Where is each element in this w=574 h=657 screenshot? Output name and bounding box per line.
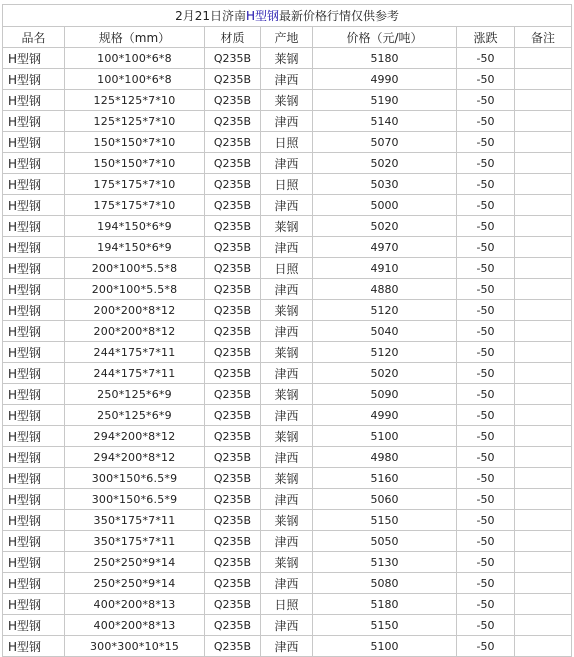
table-row <box>3 363 572 384</box>
cell-name: H型钢 <box>3 300 65 321</box>
cell-material: Q235B <box>205 384 261 405</box>
cell-spec: 250*125*6*9 <box>65 405 205 426</box>
cell-spec: 250*250*9*14 <box>65 552 205 573</box>
cell-price: 4980 <box>313 447 457 468</box>
cell-material: Q235B <box>205 573 261 594</box>
cell-price: 5020 <box>313 216 457 237</box>
cell-price: 5180 <box>313 594 457 615</box>
cell-price: 4990 <box>313 69 457 90</box>
cell-origin: 津西 <box>261 531 313 552</box>
cell-origin: 津西 <box>261 237 313 258</box>
table-row <box>3 279 572 300</box>
cell-change: -50 <box>457 552 515 573</box>
cell-price: 4880 <box>313 279 457 300</box>
header-change: 涨跌 <box>457 27 515 48</box>
cell-name: H型钢 <box>3 132 65 153</box>
cell-name: H型钢 <box>3 552 65 573</box>
cell-material: Q235B <box>205 426 261 447</box>
table-row <box>3 69 572 90</box>
cell-spec: 250*125*6*9 <box>65 384 205 405</box>
cell-price: 5120 <box>313 300 457 321</box>
cell-change: -50 <box>457 111 515 132</box>
cell-origin: 津西 <box>261 405 313 426</box>
cell-spec: 100*100*6*8 <box>65 69 205 90</box>
table-row <box>3 216 572 237</box>
cell-change: -50 <box>457 405 515 426</box>
cell-name: H型钢 <box>3 363 65 384</box>
cell-remark <box>515 342 572 363</box>
table-row <box>3 384 572 405</box>
cell-remark <box>515 216 572 237</box>
cell-remark <box>515 279 572 300</box>
cell-price: 4990 <box>313 405 457 426</box>
cell-origin: 莱钢 <box>261 48 313 69</box>
cell-name: H型钢 <box>3 174 65 195</box>
cell-material: Q235B <box>205 552 261 573</box>
cell-spec: 200*100*5.5*8 <box>65 258 205 279</box>
cell-origin: 津西 <box>261 69 313 90</box>
table-row <box>3 174 572 195</box>
cell-remark <box>515 636 572 657</box>
cell-remark <box>515 384 572 405</box>
cell-remark <box>515 552 572 573</box>
header-origin: 产地 <box>261 27 313 48</box>
cell-origin: 津西 <box>261 636 313 657</box>
cell-origin: 津西 <box>261 573 313 594</box>
cell-material: Q235B <box>205 216 261 237</box>
cell-remark <box>515 48 572 69</box>
header-spec: 规格（mm） <box>65 27 205 48</box>
cell-remark <box>515 489 572 510</box>
cell-change: -50 <box>457 132 515 153</box>
cell-price: 5150 <box>313 615 457 636</box>
header-row <box>3 27 572 48</box>
cell-name: H型钢 <box>3 489 65 510</box>
cell-price: 4970 <box>313 237 457 258</box>
cell-spec: 200*200*8*12 <box>65 300 205 321</box>
table-row <box>3 489 572 510</box>
cell-change: -50 <box>457 174 515 195</box>
cell-origin: 莱钢 <box>261 384 313 405</box>
cell-remark <box>515 195 572 216</box>
header-price: 价格（元/吨） <box>313 27 457 48</box>
cell-name: H型钢 <box>3 321 65 342</box>
cell-material: Q235B <box>205 237 261 258</box>
cell-name: H型钢 <box>3 615 65 636</box>
cell-material: Q235B <box>205 636 261 657</box>
cell-price: 5020 <box>313 363 457 384</box>
cell-origin: 津西 <box>261 321 313 342</box>
cell-change: -50 <box>457 468 515 489</box>
title-link[interactable]: H型钢 <box>245 9 279 23</box>
cell-spec: 294*200*8*12 <box>65 426 205 447</box>
cell-material: Q235B <box>205 531 261 552</box>
cell-change: -50 <box>457 363 515 384</box>
cell-spec: 194*150*6*9 <box>65 216 205 237</box>
cell-change: -50 <box>457 237 515 258</box>
title-prefix: 2月21日济南 <box>175 9 246 23</box>
header-material: 材质 <box>205 27 261 48</box>
cell-material: Q235B <box>205 405 261 426</box>
cell-change: -50 <box>457 342 515 363</box>
cell-price: 5090 <box>313 384 457 405</box>
cell-origin: 日照 <box>261 132 313 153</box>
cell-origin: 日照 <box>261 258 313 279</box>
cell-material: Q235B <box>205 111 261 132</box>
table-row <box>3 426 572 447</box>
cell-name: H型钢 <box>3 111 65 132</box>
table-row <box>3 405 572 426</box>
cell-change: -50 <box>457 321 515 342</box>
table-row <box>3 510 572 531</box>
cell-remark <box>515 510 572 531</box>
header-remark: 备注 <box>515 27 572 48</box>
cell-change: -50 <box>457 426 515 447</box>
cell-name: H型钢 <box>3 384 65 405</box>
cell-material: Q235B <box>205 321 261 342</box>
cell-spec: 200*100*5.5*8 <box>65 279 205 300</box>
cell-material: Q235B <box>205 69 261 90</box>
table-row <box>3 195 572 216</box>
table-row <box>3 342 572 363</box>
cell-material: Q235B <box>205 342 261 363</box>
cell-spec: 294*200*8*12 <box>65 447 205 468</box>
cell-change: -50 <box>457 384 515 405</box>
title-suffix: 最新价格行情仅供参考 <box>279 9 400 23</box>
table-row <box>3 300 572 321</box>
cell-name: H型钢 <box>3 405 65 426</box>
cell-remark <box>515 90 572 111</box>
cell-origin: 津西 <box>261 489 313 510</box>
cell-remark <box>515 573 572 594</box>
cell-price: 5130 <box>313 552 457 573</box>
cell-name: H型钢 <box>3 594 65 615</box>
cell-spec: 244*175*7*11 <box>65 363 205 384</box>
table-row <box>3 48 572 69</box>
cell-change: -50 <box>457 615 515 636</box>
cell-origin: 莱钢 <box>261 468 313 489</box>
cell-origin: 莱钢 <box>261 90 313 111</box>
cell-name: H型钢 <box>3 468 65 489</box>
cell-spec: 150*150*7*10 <box>65 153 205 174</box>
cell-remark <box>515 468 572 489</box>
table-row <box>3 321 572 342</box>
cell-material: Q235B <box>205 300 261 321</box>
cell-remark <box>515 426 572 447</box>
cell-name: H型钢 <box>3 426 65 447</box>
table-row <box>3 573 572 594</box>
cell-origin: 津西 <box>261 111 313 132</box>
cell-origin: 日照 <box>261 594 313 615</box>
cell-price: 5030 <box>313 174 457 195</box>
cell-spec: 100*100*6*8 <box>65 48 205 69</box>
cell-change: -50 <box>457 279 515 300</box>
cell-remark <box>515 132 572 153</box>
cell-material: Q235B <box>205 615 261 636</box>
cell-spec: 250*250*9*14 <box>65 573 205 594</box>
table-row <box>3 468 572 489</box>
cell-origin: 津西 <box>261 195 313 216</box>
cell-material: Q235B <box>205 258 261 279</box>
cell-material: Q235B <box>205 48 261 69</box>
cell-change: -50 <box>457 258 515 279</box>
cell-remark <box>515 153 572 174</box>
cell-spec: 175*175*7*10 <box>65 195 205 216</box>
cell-remark <box>515 531 572 552</box>
cell-spec: 400*200*8*13 <box>65 594 205 615</box>
cell-spec: 125*125*7*10 <box>65 111 205 132</box>
cell-material: Q235B <box>205 132 261 153</box>
cell-change: -50 <box>457 90 515 111</box>
cell-origin: 日照 <box>261 174 313 195</box>
cell-change: -50 <box>457 69 515 90</box>
table-row <box>3 258 572 279</box>
cell-change: -50 <box>457 531 515 552</box>
cell-spec: 350*175*7*11 <box>65 510 205 531</box>
cell-spec: 350*175*7*11 <box>65 531 205 552</box>
cell-remark <box>515 69 572 90</box>
table-row <box>3 111 572 132</box>
cell-remark <box>515 258 572 279</box>
table-row <box>3 636 572 657</box>
cell-name: H型钢 <box>3 531 65 552</box>
cell-price: 5050 <box>313 531 457 552</box>
cell-change: -50 <box>457 510 515 531</box>
cell-material: Q235B <box>205 363 261 384</box>
cell-price: 5190 <box>313 90 457 111</box>
cell-name: H型钢 <box>3 69 65 90</box>
cell-material: Q235B <box>205 594 261 615</box>
cell-change: -50 <box>457 300 515 321</box>
cell-price: 5180 <box>313 48 457 69</box>
table-row <box>3 615 572 636</box>
cell-name: H型钢 <box>3 195 65 216</box>
cell-name: H型钢 <box>3 573 65 594</box>
cell-name: H型钢 <box>3 279 65 300</box>
cell-origin: 莱钢 <box>261 216 313 237</box>
cell-origin: 莱钢 <box>261 342 313 363</box>
cell-spec: 150*150*7*10 <box>65 132 205 153</box>
cell-origin: 津西 <box>261 153 313 174</box>
header-name: 品名 <box>3 27 65 48</box>
cell-remark <box>515 405 572 426</box>
table-body <box>3 48 572 657</box>
cell-remark <box>515 594 572 615</box>
cell-price: 5080 <box>313 573 457 594</box>
cell-price: 5000 <box>313 195 457 216</box>
table-row <box>3 153 572 174</box>
cell-price: 4910 <box>313 258 457 279</box>
cell-name: H型钢 <box>3 216 65 237</box>
cell-remark <box>515 174 572 195</box>
table-row <box>3 237 572 258</box>
table-row <box>3 90 572 111</box>
cell-spec: 300*150*6.5*9 <box>65 468 205 489</box>
cell-name: H型钢 <box>3 258 65 279</box>
cell-price: 5040 <box>313 321 457 342</box>
cell-name: H型钢 <box>3 636 65 657</box>
cell-price: 5160 <box>313 468 457 489</box>
cell-price: 5120 <box>313 342 457 363</box>
cell-spec: 300*150*6.5*9 <box>65 489 205 510</box>
cell-name: H型钢 <box>3 90 65 111</box>
cell-remark <box>515 447 572 468</box>
cell-remark <box>515 300 572 321</box>
cell-price: 5020 <box>313 153 457 174</box>
cell-name: H型钢 <box>3 447 65 468</box>
cell-material: Q235B <box>205 174 261 195</box>
cell-name: H型钢 <box>3 48 65 69</box>
cell-name: H型钢 <box>3 237 65 258</box>
table-row <box>3 132 572 153</box>
cell-change: -50 <box>457 153 515 174</box>
cell-change: -50 <box>457 48 515 69</box>
cell-origin: 津西 <box>261 279 313 300</box>
cell-change: -50 <box>457 594 515 615</box>
cell-spec: 300*300*10*15 <box>65 636 205 657</box>
cell-name: H型钢 <box>3 510 65 531</box>
cell-remark <box>515 111 572 132</box>
cell-spec: 400*200*8*13 <box>65 615 205 636</box>
cell-origin: 津西 <box>261 447 313 468</box>
cell-spec: 194*150*6*9 <box>65 237 205 258</box>
cell-name: H型钢 <box>3 342 65 363</box>
cell-change: -50 <box>457 489 515 510</box>
cell-material: Q235B <box>205 468 261 489</box>
table-row <box>3 552 572 573</box>
cell-origin: 莱钢 <box>261 426 313 447</box>
cell-spec: 244*175*7*11 <box>65 342 205 363</box>
cell-price: 5100 <box>313 426 457 447</box>
cell-origin: 莱钢 <box>261 300 313 321</box>
cell-origin: 津西 <box>261 615 313 636</box>
cell-price: 5070 <box>313 132 457 153</box>
table-row <box>3 531 572 552</box>
table-row <box>3 447 572 468</box>
cell-price: 5100 <box>313 636 457 657</box>
cell-change: -50 <box>457 573 515 594</box>
cell-change: -50 <box>457 195 515 216</box>
cell-change: -50 <box>457 216 515 237</box>
cell-origin: 莱钢 <box>261 552 313 573</box>
cell-remark <box>515 237 572 258</box>
cell-remark <box>515 321 572 342</box>
cell-spec: 200*200*8*12 <box>65 321 205 342</box>
cell-material: Q235B <box>205 279 261 300</box>
cell-material: Q235B <box>205 510 261 531</box>
cell-origin: 津西 <box>261 363 313 384</box>
cell-change: -50 <box>457 636 515 657</box>
cell-price: 5150 <box>313 510 457 531</box>
cell-name: H型钢 <box>3 153 65 174</box>
cell-price: 5060 <box>313 489 457 510</box>
cell-material: Q235B <box>205 489 261 510</box>
cell-material: Q235B <box>205 153 261 174</box>
cell-spec: 125*125*7*10 <box>65 90 205 111</box>
table-title <box>3 5 572 27</box>
cell-remark <box>515 615 572 636</box>
cell-remark <box>515 363 572 384</box>
table-row <box>3 594 572 615</box>
cell-change: -50 <box>457 447 515 468</box>
cell-origin: 莱钢 <box>261 510 313 531</box>
cell-material: Q235B <box>205 195 261 216</box>
price-table <box>2 4 572 657</box>
cell-price: 5140 <box>313 111 457 132</box>
cell-material: Q235B <box>205 90 261 111</box>
cell-material: Q235B <box>205 447 261 468</box>
cell-spec: 175*175*7*10 <box>65 174 205 195</box>
